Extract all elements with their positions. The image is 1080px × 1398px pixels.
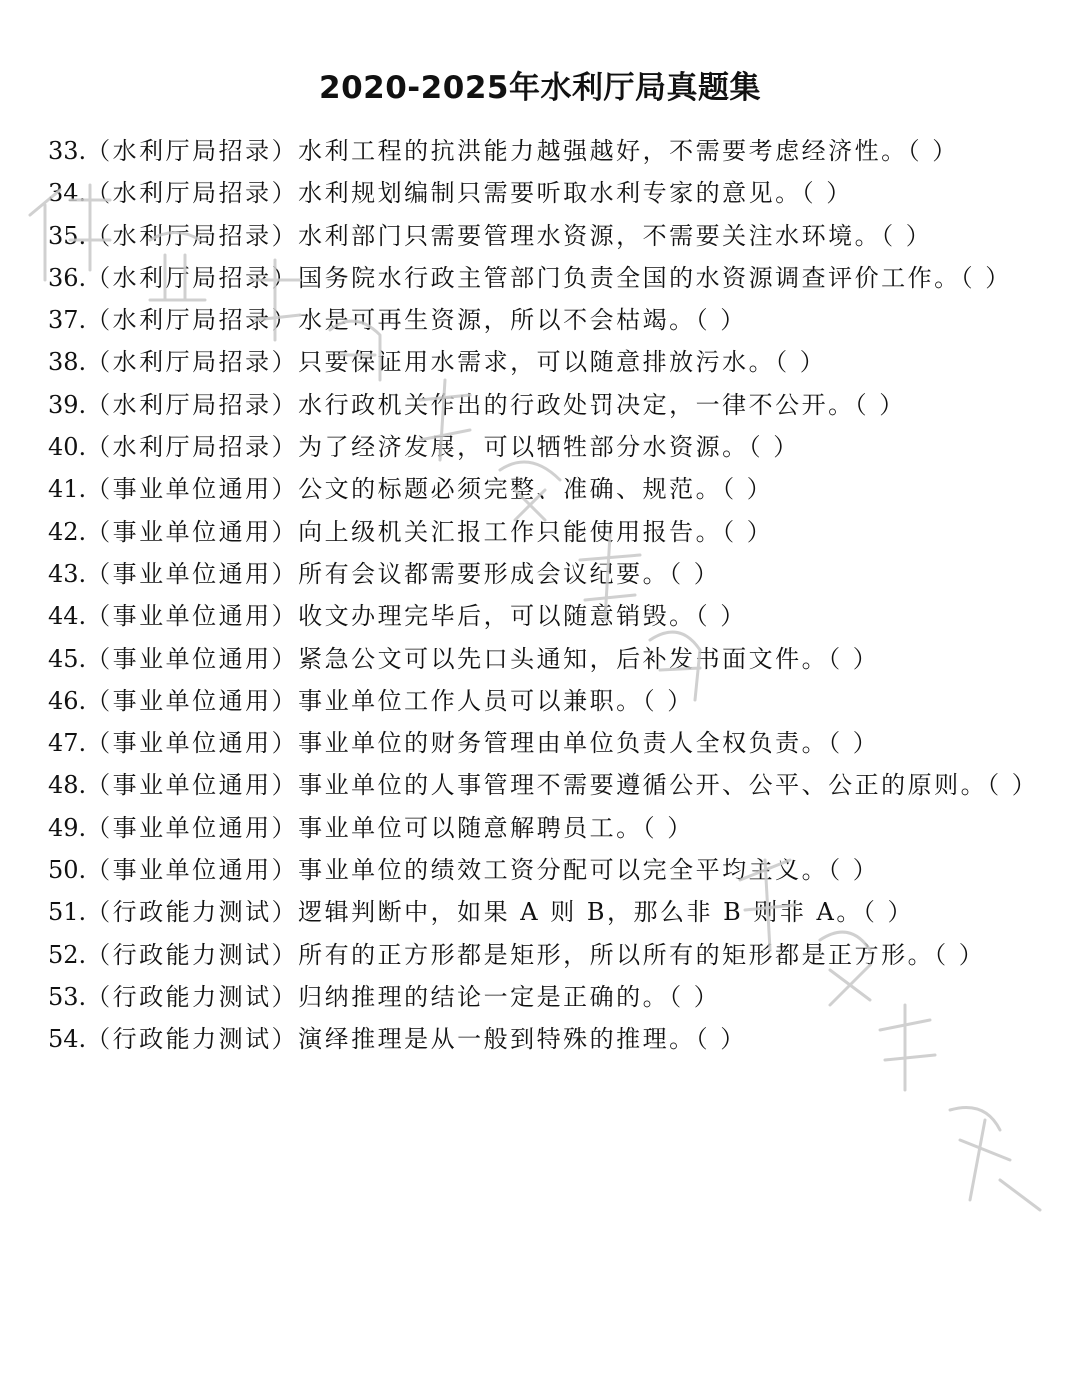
question-text: 紧急公文可以先口头通知，后补发书面文件。（ ） — [298, 644, 880, 673]
question-item — [48, 595, 1058, 637]
question-text: 为了经济发展，可以牺牲部分水资源。（ ） — [298, 433, 800, 462]
question-number: 42. — [48, 517, 87, 546]
question-source-tag: （事业单位通用） — [86, 602, 299, 631]
question-text: 收文办理完毕后，可以随意销毁。（ ） — [298, 602, 747, 631]
question-number: 40. — [48, 433, 87, 462]
question-number: 37. — [48, 306, 87, 335]
question-item — [48, 257, 1058, 299]
question-number: 46. — [48, 686, 87, 715]
question-text: 公文的标题必须完整、准确、规范。（ ） — [298, 475, 774, 504]
question-list — [48, 130, 1058, 1061]
question-number: 52. — [48, 940, 87, 969]
question-source-tag: （事业单位通用） — [86, 813, 299, 842]
question-text: 只要保证用水需求，可以随意排放污水。（ ） — [298, 348, 827, 377]
question-text: 水利部门只需要管理水资源，不需要关注水环境。（ ） — [298, 221, 933, 250]
question-number: 48. — [48, 771, 87, 800]
question-item — [48, 934, 1058, 976]
question-text: 归纳推理的结论一定是正确的。（ ） — [298, 982, 721, 1011]
question-source-tag: （事业单位通用） — [86, 771, 299, 800]
question-number: 44. — [48, 602, 87, 631]
question-text: 所有的正方形都是矩形，所以所有的矩形都是正方形。（ ） — [298, 940, 986, 969]
question-source-tag: （事业单位通用） — [86, 686, 299, 715]
question-text: 水行政机关作出的行政处罚决定，一律不公开。（ ） — [298, 390, 906, 419]
question-item — [48, 1018, 1058, 1060]
question-number: 49. — [48, 813, 87, 842]
question-item — [48, 638, 1058, 680]
question-text: 水利工程的抗洪能力越强越好，不需要考虑经济性。（ ） — [298, 137, 959, 165]
question-text: 演绎推理是从一般到特殊的推理。（ ） — [298, 1025, 747, 1054]
question-number: 33. — [48, 137, 87, 165]
question-item — [48, 511, 1058, 553]
question-number: 39. — [48, 390, 87, 419]
question-text: 逻辑判断中，如果 A 则 B，那么非 B 则非 A。（ ） — [298, 898, 915, 927]
question-source-tag: （事业单位通用） — [86, 475, 299, 504]
question-source-tag: （事业单位通用） — [86, 517, 299, 546]
question-text: 国务院水行政主管部门负责全国的水资源调查评价工作。（ ） — [298, 263, 1012, 292]
question-item — [48, 680, 1058, 722]
question-source-tag: （事业单位通用） — [86, 729, 299, 758]
question-item — [48, 172, 1058, 214]
question-text: 事业单位可以随意解聘员工。（ ） — [298, 813, 694, 842]
question-item — [48, 976, 1058, 1018]
question-item — [48, 426, 1058, 468]
question-source-tag: （水利厅局招录） — [86, 137, 299, 165]
question-number: 50. — [48, 856, 87, 885]
question-source-tag: （水利厅局招录） — [86, 221, 299, 250]
question-source-tag: （行政能力测试） — [86, 982, 299, 1011]
question-source-tag: （水利厅局招录） — [86, 306, 299, 335]
question-text: 事业单位的财务管理由单位负责人全权负责。（ ） — [298, 729, 880, 758]
question-item — [48, 468, 1058, 510]
question-text: 事业单位的人事管理不需要遵循公开、公平、公正的原则。（ ） — [298, 771, 1039, 800]
question-item — [48, 384, 1058, 426]
question-source-tag: （行政能力测试） — [86, 1025, 299, 1054]
question-number: 38. — [48, 348, 87, 377]
question-text: 事业单位工作人员可以兼职。（ ） — [298, 686, 694, 715]
question-number: 41. — [48, 475, 87, 504]
question-source-tag: （事业单位通用） — [86, 644, 299, 673]
question-item — [48, 553, 1058, 595]
question-source-tag: （事业单位通用） — [86, 856, 299, 885]
question-number: 53. — [48, 982, 87, 1011]
question-text: 水利规划编制只需要听取水利专家的意见。（ ） — [298, 179, 853, 208]
question-number: 51. — [48, 898, 87, 927]
page-title: 2020-2025年水利厅局真题集 — [319, 70, 761, 106]
question-source-tag: （水利厅局招录） — [86, 179, 299, 208]
question-text: 所有会议都需要形成会议纪要。（ ） — [298, 559, 721, 588]
question-item — [48, 299, 1058, 341]
question-item — [48, 891, 1058, 933]
question-item — [48, 807, 1058, 849]
question-number: 35. — [48, 221, 87, 250]
question-number: 43. — [48, 559, 87, 588]
question-item — [48, 130, 1058, 172]
question-number: 45. — [48, 644, 87, 673]
question-source-tag: （行政能力测试） — [86, 940, 299, 969]
question-item — [48, 341, 1058, 383]
question-item — [48, 764, 1058, 806]
question-text: 事业单位的绩效工资分配可以完全平均主义。（ ） — [298, 856, 880, 885]
question-source-tag: （水利厅局招录） — [86, 263, 299, 292]
question-source-tag: （水利厅局招录） — [86, 433, 299, 462]
question-source-tag: （水利厅局招录） — [86, 390, 299, 419]
question-number: 36. — [48, 263, 87, 292]
question-item — [48, 722, 1058, 764]
question-number: 34. — [48, 179, 87, 208]
question-source-tag: （水利厅局招录） — [86, 348, 299, 377]
question-item — [48, 849, 1058, 891]
question-item — [48, 215, 1058, 257]
question-text: 向上级机关汇报工作只能使用报告。（ ） — [298, 517, 774, 546]
question-text: 水是可再生资源，所以不会枯竭。（ ） — [298, 306, 747, 335]
question-number: 47. — [48, 729, 87, 758]
question-source-tag: （行政能力测试） — [86, 898, 299, 927]
question-number: 54. — [48, 1025, 87, 1054]
question-source-tag: （事业单位通用） — [86, 559, 299, 588]
